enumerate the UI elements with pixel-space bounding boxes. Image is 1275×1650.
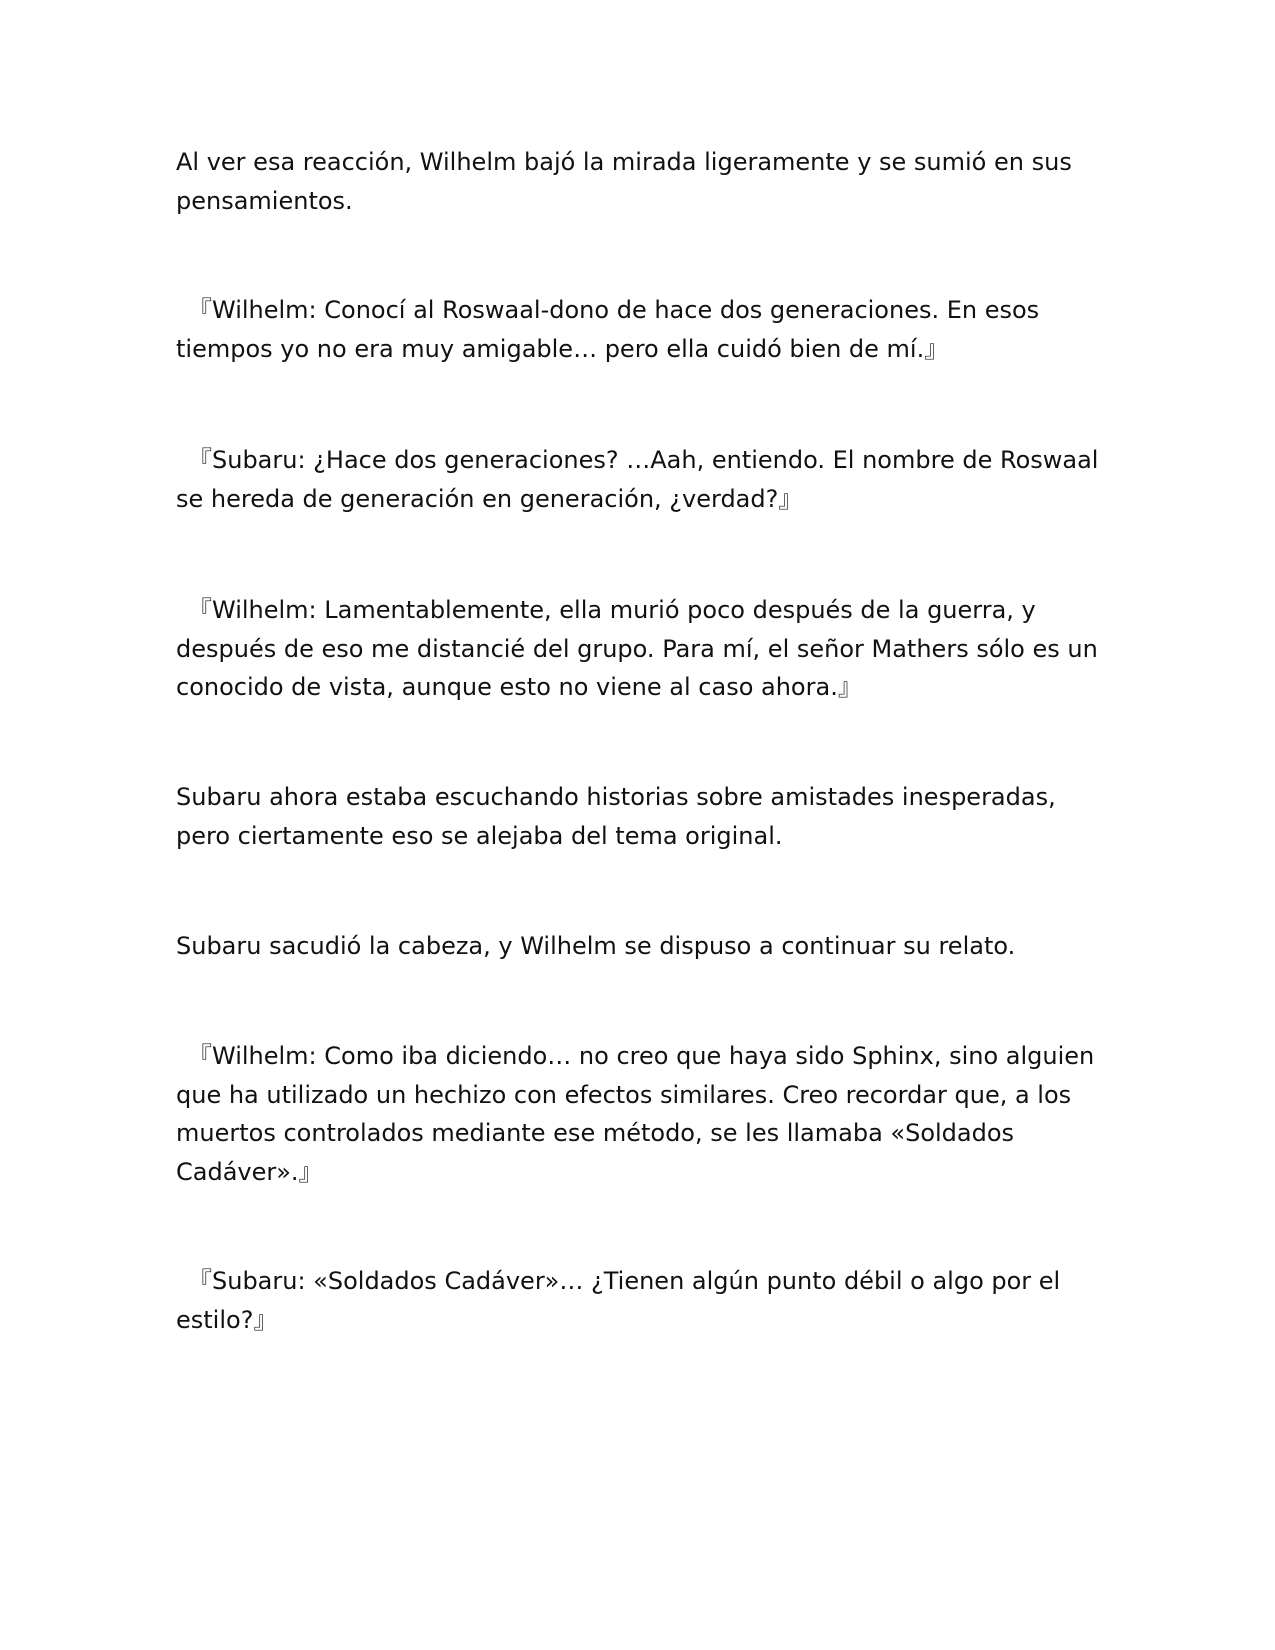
paragraph-dialogue-wilhelm-2: 『Wilhelm: Lamentablemente, ella murió poco después de la guerra, y después de eso me distancié del grupo. Para mí, el señor Mathers sólo es un conocido de vista, aunque esto no viene al caso ahora.』 [176, 596, 1098, 701]
paragraph-dialogue-subaru-1: 『Subaru: ¿Hace dos generaciones? …Aah, entiendo. El nombre de Roswaal se hereda de generación en generación, ¿verdad?』 [176, 446, 1099, 513]
paragraph-narration-2: Subaru ahora estaba escuchando historias sobre amistades inesperadas, pero ciertamente eso se alejaba del tema original. [176, 783, 1056, 850]
paragraph-dialogue-wilhelm-1: 『Wilhelm: Conocí al Roswaal-dono de hace dos generaciones. En esos tiempos yo no era muy amigable… pero ella cuidó bien de mí.』 [176, 296, 1040, 363]
paragraph-dialogue-subaru-2: 『Subaru: «Soldados Cadáver»… ¿Tienen algún punto débil o algo por el estilo?』 [176, 1267, 1061, 1334]
paragraph-narration-1: Al ver esa reacción, Wilhelm bajó la mirada ligeramente y se sumió en sus pensamientos. [176, 148, 1072, 215]
paragraph-narration-3: Subaru sacudió la cabeza, y Wilhelm se dispuso a continuar su relato. [176, 932, 1016, 960]
paragraph-dialogue-wilhelm-3: 『Wilhelm: Como iba diciendo… no creo que haya sido Sphinx, sino alguien que ha utilizado un hechizo con efectos similares. Creo recordar que, a los muertos controlados mediante ese método, se les llamaba «Soldados Cadáver».』 [176, 1042, 1095, 1186]
